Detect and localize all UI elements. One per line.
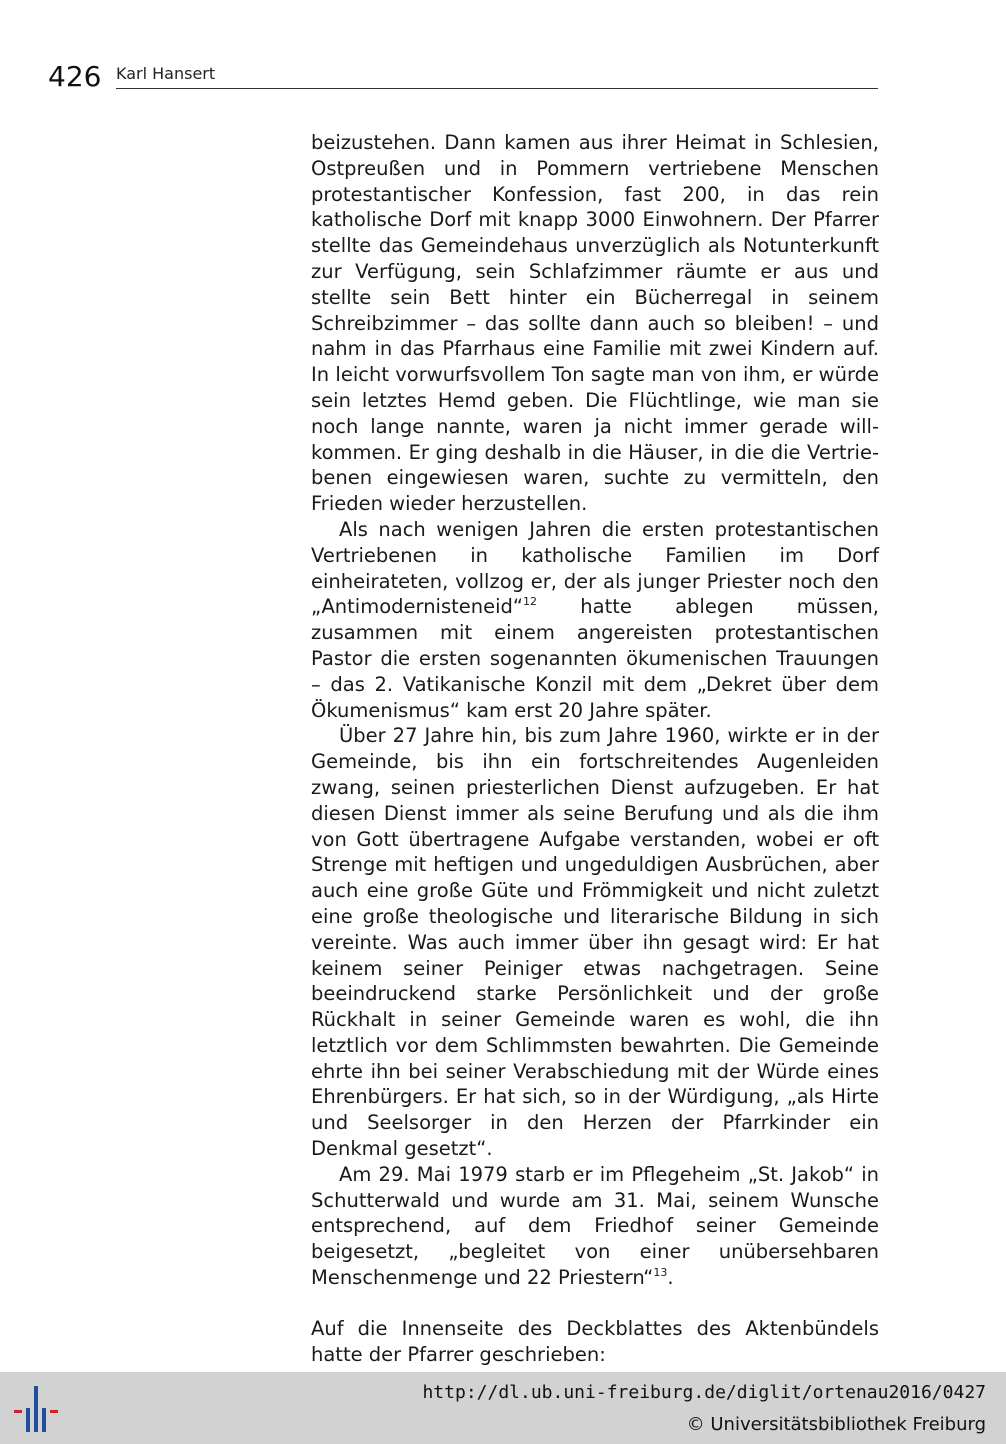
footer-copyright: © Universitätsbibliothek Freiburg <box>686 1414 986 1435</box>
body-text <box>311 130 879 1367</box>
paragraph-2-text-cont: hatte ablegen müssen, zusammen mit einem angereisten protestantischen Pastor die ersten sogenannten ökumenischen Trauungen – das 2. Vatikanische Konzil mit dem „Dekret über dem Ökumenismus“ kam erst 20 Jahre später. <box>311 595 879 722</box>
page-header <box>48 60 878 93</box>
paragraph-2 <box>311 517 879 723</box>
header-rule <box>116 88 878 89</box>
paragraph-4-text: Am 29. Mai 1979 starb er im Pflegeheim „St. Jakob“ in Schutterwald und wurde am 31. Mai, seinem Wunsche entsprechend, auf dem Friedhof seiner Gemeinde beigesetzt, „begleitet von einer unübersehbaren Menschenmenge und 22 Priestern“ <box>311 1162 879 1290</box>
footer-bar <box>0 1372 1006 1444</box>
running-head: Karl Hansert <box>116 64 216 83</box>
paragraph-4 <box>311 1162 879 1291</box>
footnote-ref-13[interactable]: 13 <box>653 1266 668 1280</box>
footnote-ref-12[interactable]: 12 <box>523 595 538 609</box>
paragraph-4-text-cont: . <box>667 1266 674 1290</box>
footer-url-link[interactable]: http://dl.ub.uni-freiburg.de/diglit/ortenau2016/0427 <box>422 1382 986 1403</box>
paragraph-2-text: Als nach wenigen Jahren die ersten protestantischen Vertriebenen in katholische Familien im Dorf einheirateten, vollzog er, der als junger Priester noch den „Antimodernisteneid“ <box>311 517 879 619</box>
ub-freiburg-logo-icon <box>12 1384 68 1434</box>
paragraph-3: Über 27 Jahre hin, bis zum Jahre 1960, wirkte er in der Gemeinde, bis ihn ein fortschreitendes Augenleiden zwang, seinen priesterlichen Dienst aufzugeben. Er hat diesen Dienst immer als seine Berufung und als die ihm von Gott übertragene Aufgabe verstanden, wobei er oft Strenge mit heftigen und ungeduldigen Ausbrüchen, aber auch eine große Güte und Frömmigkeit und nicht zuletzt eine große theologische und literarische Bildung in sich vereinte. Was auch immer über ihn gesagt wird: Er hat keinem seiner Peiniger etwas nachgetragen. Seine beeindruckend starke Persönlichkeit und der große Rückhalt in seiner Gemeinde waren es wohl, die ihn letztlich vor dem Schlimmsten bewahrten. Die Gemeinde ehrte ihn bei seiner Verabschiedung mit der Würde eines Ehrenbürgers. Er hat sich, so in der Würdigung, „als Hirte und Seelsorger in den Herzen der Pfarrkinder ein Denkmal gesetzt“. <box>311 724 879 1161</box>
paragraph-1: beizustehen. Dann kamen aus ihrer Heimat in Schlesien, Ostpreußen und in Pommern vertriebene Menschen protestantischer Konfession, fast 200, in das rein katholische Dorf mit knapp 3000 Einwohnern. Der Pfarrer stellte das Gemeindehaus unverzüglich als Notunterkunft zur Verfügung, sein Schlafzimmer räumte er aus und stellte sein Bett hinter ein Bücherregal in seinem Schreibzimmer – das sollte dann auch so bleiben! – und nahm in das Pfarrhaus eine Familie mit zwei Kindern auf. In leicht vorwurfsvollem Ton sagte man von ihm, er würde sein letztes Hemd geben. Die Flüchtlinge, wie man sie noch lange nannte, waren ja nicht immer gerade willkommen. Er ging deshalb in die Häuser, in die die Vertriebenen eingewiesen waren, suchte zu vermitteln, den Frieden wieder herzustellen. <box>311 131 879 516</box>
paragraph-5: Auf die Innenseite des Deckblattes des Aktenbündels hatte der Pfarrer geschrieben: <box>311 1316 879 1366</box>
page-number: 426 <box>48 60 102 93</box>
